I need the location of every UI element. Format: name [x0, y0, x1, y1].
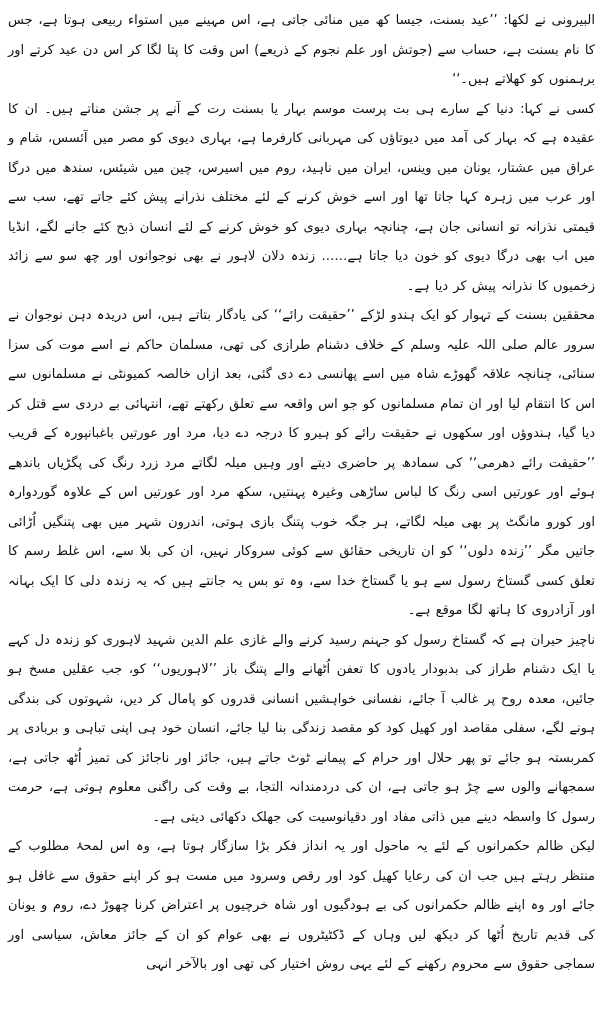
paragraph-3: محققین بسنت کے تہوار کو ایک ہندو لڑکے ’’حقیقت رائے‘‘ کی یادگار بتاتے ہیں، اس دریدہ دہن نوجوان نے سرور عالم صلی اللہ علیہ وسلم کے خلاف دشنام طرازی کی تھی، مسلمان حاکم نے اسے موت کی سزا سنائی، چنانچہ علاقہ گھوڑے شاہ میں اسے پھانسی دے دی گئی، بعد ازاں خالصہ کمیونٹی نے مسلمانوں سے اس کا انتقام لیا اور ان تمام مسلمانوں کو جو اس واقعہ سے تعلق رکھتے تھے، انتہائی بے دردی سے قتل کر دیا گیا، ہندوؤں اور سکھوں نے حقیقت رائے کو ہیرو کا درجہ دے دیا، مرد اور عورتیں باغبانپورہ کے قریب ’’حقیقت رائے دھرمی‘‘ کی سمادھ پر حاضری دیتے اور وہیں میلہ لگاتے مرد زرد رنگ کی پگڑیاں باندھے ہوئے اور عورتیں اسی رنگ کا لباس ساڑھی وغیرہ پہنتیں، سکھ مرد اور عورتیں اس کے علاوہ گوردوارہ اور کورو مانگٹ پر بھی میلہ لگاتے، ہر جگہ خوب پتنگ بازی ہوتی، اندرون شہر میں بھی پتنگیں اُڑائی جاتیں مگر ’’زندہ دلوں‘‘ کو ان تاریخی حقائق سے کوئی سروکار نہیں، ان کی بلا سے، اس غلط رسم کا تعلق کسی گستاخ رسول سے ہو یا گستاخ خدا سے، وہ تو بس یہ جانتے ہیں کہ یہ زندہ دلی کا ایک بہانہ اور آزادروی کا ہاتھ لگا موقع ہے۔ — [8, 308, 595, 618]
paragraph-1: البیرونی نے لکھا: ’’عید بسنت، جیسا کھ میں منائی جاتی ہے، اس مہینے میں استواء ربیعی ہوتا ہے، جس کا نام بسنت ہے، حساب سے (جوتش اور علم نجوم کے ذریعے) اس وقت کا پتا لگا کر اس دن عید کرتے اور برہمنوں کو کھلاتے ہیں۔‘‘ — [8, 13, 595, 87]
paragraph-4: ناچیز حیران ہے کہ گستاخ رسول کو جہنم رسید کرنے والے غازی علم الدین شہید لاہوری کو زندہ دل کہے یا ایک دشنام طراز کی بدبودار یادوں کا تعفن اُٹھانے والے پتنگ باز ’’لاہوریوں‘‘ کو، جب عقلیں مسخ ہو جائیں، معدہ روح پر غالب آ جائے، نفسانی خواہشیں انسانی قدروں کو پامال کر دیں، شہوتوں کی بندگی ہونے لگے، سفلی مقاصد اور کھیل کود کو مقصد زندگی بنا لیا جائے، انسان خود ہی اپنی تباہی و بربادی پر کمربستہ ہو جائے تو پھر حلال اور حرام کے پیمانے ٹوٹ جاتے ہیں، جائز اور ناجائز کی تمیز اُٹھ جاتی ہے، سمجھانے والوں سے چڑ ہو جاتی ہے، ان کی دردمندانہ التجا، بے وقت کی راگنی معلوم ہوتی ہے، حرمت رسول کا واسطہ دینے میں ذاتی مفاد اور دقیانوسیت کی جھلک دکھائی دیتی ہے۔ — [8, 632, 595, 825]
paragraph-5: لیکن ظالم حکمرانوں کے لئے یہ ماحول اور یہ انداز فکر بڑا سازگار ہوتا ہے، وہ اس لمحۂ مطلوب کے منتظر رہتے ہیں جب ان کی رعایا کھیل کود اور رقص وسرود میں مست ہو کر اپنے حقوق سے غافل ہو جائے اور وہ اپنے ظالم حکمرانوں کی بے ہودگیوں اور شاہ خرچیوں پر اعتراض کرنا چھوڑ دے، روم و یونان کی قدیم تاریخ اُٹھا کر دیکھ لیں وہاں کے ڈکٹیٹروں نے بھی عوام کو ان کے جائز معاش، سیاسی اور سماجی حقوق سے محروم رکھنے کے لئے یہی روش اختیار کی تھی اور بالآخر انہی — [8, 839, 595, 972]
paragraph-2: کسی نے کہا: دنیا کے سارے ہی بت پرست موسم بہار یا بسنت رت کے آنے پر جشن مناتے ہیں۔ ان کا عقیدہ ہے کہ بہار کی آمد میں دیوتاؤں کی مہربانی کارفرما ہے، بہاری دیوی کو مصر میں آئسس، شام و عراق میں عشتار، یونان میں وینس، ایران میں ناہید، روم میں اسیرس، چین میں شیئس، سندھ میں درگا اور عرب میں زہرہ کہا جاتا تھا اور اسے خوش کرنے کے لئے مختلف نذرانے پیش کئے جاتے تھے، سب سے قیمتی نذرانہ تو انسانی جان ہے، چنانچہ بہاری دیوی کو خوش کرنے کے لئے انسان ذبح کئے جانے لگے، انڈیا میں اب بھی درگا دیوی کو خون دیا جاتا ہے…… زندہ دلان لاہور نے بھی نوجوانوں اور چھ سو سے زائد زخمیوں کا نذرانہ پیش کر دیا ہے۔ — [8, 101, 595, 294]
